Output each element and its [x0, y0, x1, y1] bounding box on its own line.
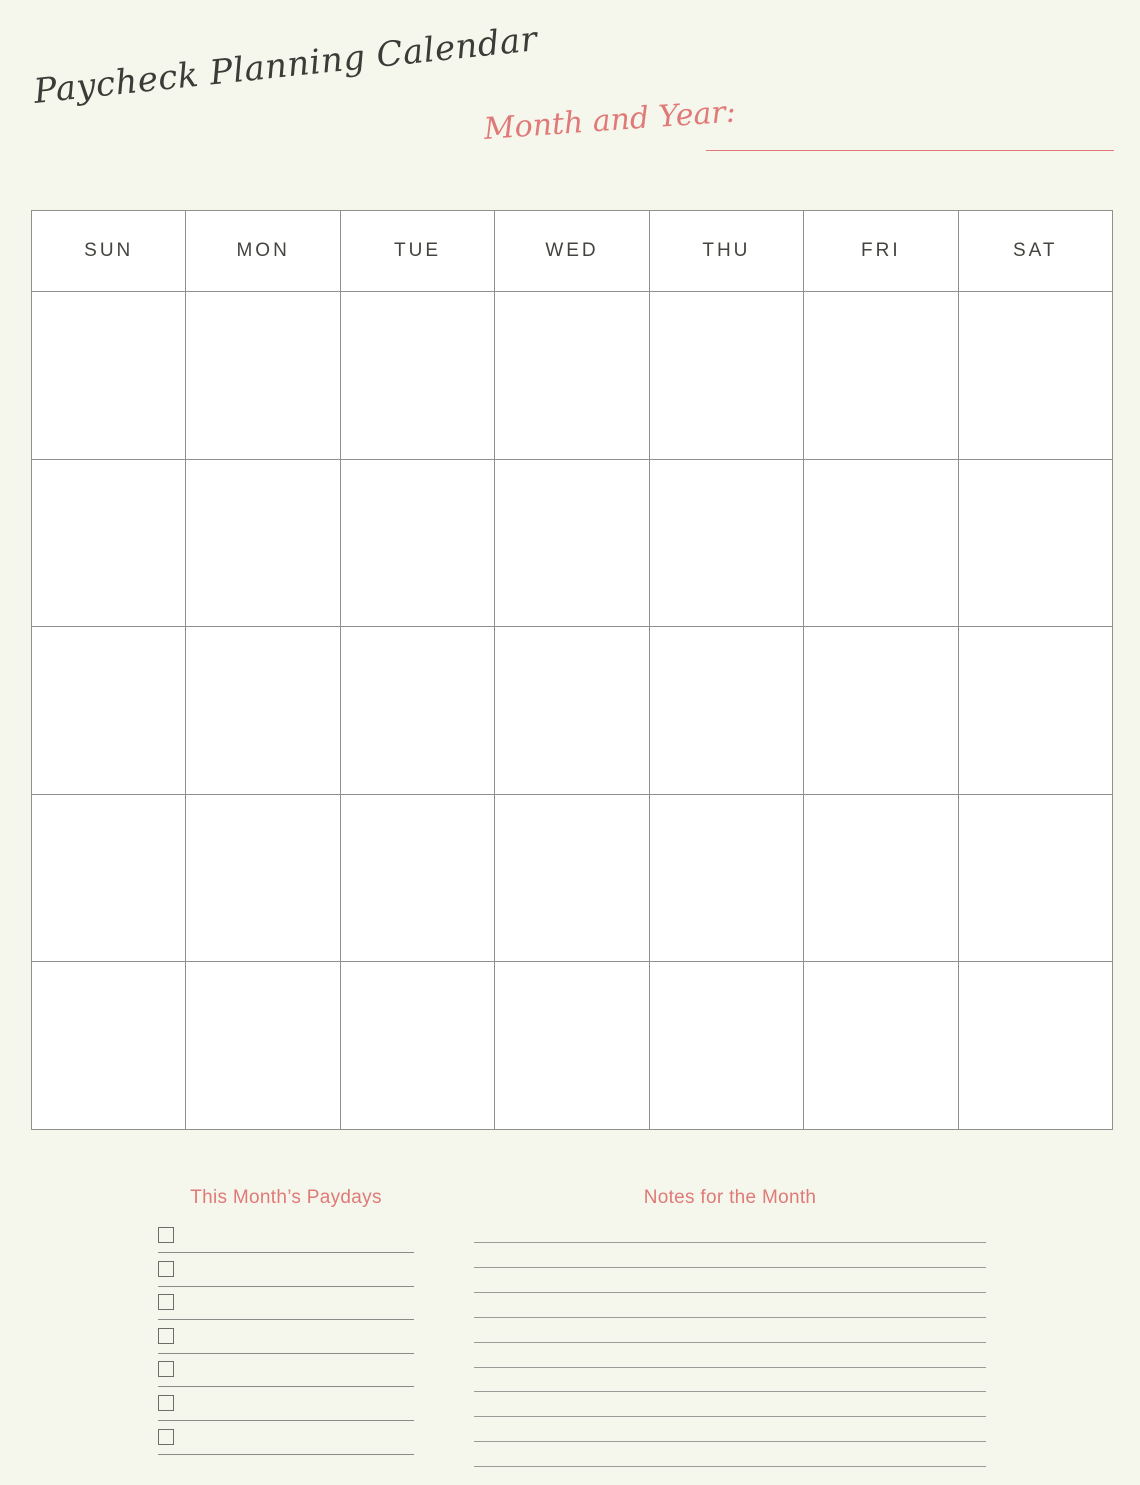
note-line[interactable] — [474, 1391, 986, 1392]
note-line[interactable] — [474, 1292, 986, 1293]
payday-checkbox[interactable] — [158, 1361, 174, 1377]
calendar-day-cell[interactable] — [804, 459, 958, 627]
weekday-fri: FRI — [804, 211, 958, 292]
payday-checkbox[interactable] — [158, 1294, 174, 1310]
calendar-grid — [31, 210, 1113, 1130]
weekday-mon: MON — [186, 211, 340, 292]
calendar-day-cell[interactable] — [340, 292, 494, 460]
payday-row — [158, 1253, 414, 1287]
calendar-day-cell[interactable] — [649, 459, 803, 627]
payday-write-line[interactable] — [158, 1454, 414, 1455]
calendar-day-cell[interactable] — [495, 459, 649, 627]
calendar-day-cell[interactable] — [340, 627, 494, 795]
calendar-week-row — [32, 459, 1113, 627]
calendar-day-cell[interactable] — [340, 962, 494, 1130]
note-line[interactable] — [474, 1416, 986, 1417]
calendar-day-cell[interactable] — [958, 292, 1112, 460]
calendar-day-cell[interactable] — [32, 627, 186, 795]
calendar-week-row — [32, 627, 1113, 795]
notes-heading: Notes for the Month — [643, 1187, 817, 1208]
calendar-day-cell[interactable] — [495, 627, 649, 795]
calendar-day-cell[interactable] — [804, 962, 958, 1130]
weekday-header-row — [32, 211, 1113, 292]
calendar-body — [32, 292, 1113, 1130]
calendar-day-cell[interactable] — [495, 292, 649, 460]
payday-checkbox[interactable] — [158, 1395, 174, 1411]
month-year-label: Month and Year: — [482, 94, 737, 147]
calendar-day-cell[interactable] — [186, 794, 340, 962]
calendar-day-cell[interactable] — [649, 292, 803, 460]
weekday-sun: SUN — [32, 211, 186, 292]
calendar-day-cell[interactable] — [495, 962, 649, 1130]
weekday-tue: TUE — [340, 211, 494, 292]
payday-row — [158, 1219, 414, 1253]
calendar-day-cell[interactable] — [649, 962, 803, 1130]
calendar-day-cell[interactable] — [32, 459, 186, 627]
payday-row — [158, 1320, 414, 1354]
month-year-input-line[interactable] — [706, 150, 1114, 151]
calendar-day-cell[interactable] — [32, 292, 186, 460]
calendar-day-cell[interactable] — [186, 292, 340, 460]
calendar-week-row — [32, 962, 1113, 1130]
note-line[interactable] — [474, 1267, 986, 1268]
payday-row — [158, 1353, 414, 1387]
calendar-day-cell[interactable] — [32, 794, 186, 962]
calendar-day-cell[interactable] — [958, 962, 1112, 1130]
payday-checkbox[interactable] — [158, 1261, 174, 1277]
note-line[interactable] — [474, 1441, 986, 1442]
calendar-day-cell[interactable] — [186, 962, 340, 1130]
weekday-wed: WED — [495, 211, 649, 292]
payday-row — [158, 1387, 414, 1421]
calendar-day-cell[interactable] — [958, 794, 1112, 962]
calendar-day-cell[interactable] — [186, 627, 340, 795]
calendar-day-cell[interactable] — [186, 459, 340, 627]
calendar-day-cell[interactable] — [958, 459, 1112, 627]
calendar-day-cell[interactable] — [32, 962, 186, 1130]
calendar-day-cell[interactable] — [804, 627, 958, 795]
calendar-day-cell[interactable] — [804, 794, 958, 962]
note-line[interactable] — [474, 1317, 986, 1318]
payday-row — [158, 1421, 414, 1455]
calendar-day-cell[interactable] — [649, 794, 803, 962]
payday-checkbox[interactable] — [158, 1227, 174, 1243]
note-line[interactable] — [474, 1342, 986, 1343]
calendar-week-row — [32, 292, 1113, 460]
note-line[interactable] — [474, 1367, 986, 1368]
note-line[interactable] — [474, 1466, 986, 1467]
note-line[interactable] — [474, 1242, 986, 1243]
weekday-sat: SAT — [958, 211, 1112, 292]
payday-checkbox[interactable] — [158, 1328, 174, 1344]
weekday-thu: THU — [649, 211, 803, 292]
calendar-day-cell[interactable] — [495, 794, 649, 962]
calendar-week-row — [32, 794, 1113, 962]
payday-row — [158, 1286, 414, 1320]
page-title: Paycheck Planning Calendar — [31, 19, 540, 112]
payday-checkbox[interactable] — [158, 1429, 174, 1445]
calendar-day-cell[interactable] — [340, 459, 494, 627]
paydays-heading: This Month’s Paydays — [190, 1187, 382, 1208]
calendar-day-cell[interactable] — [340, 794, 494, 962]
calendar-day-cell[interactable] — [804, 292, 958, 460]
calendar-day-cell[interactable] — [958, 627, 1112, 795]
calendar-day-cell[interactable] — [649, 627, 803, 795]
